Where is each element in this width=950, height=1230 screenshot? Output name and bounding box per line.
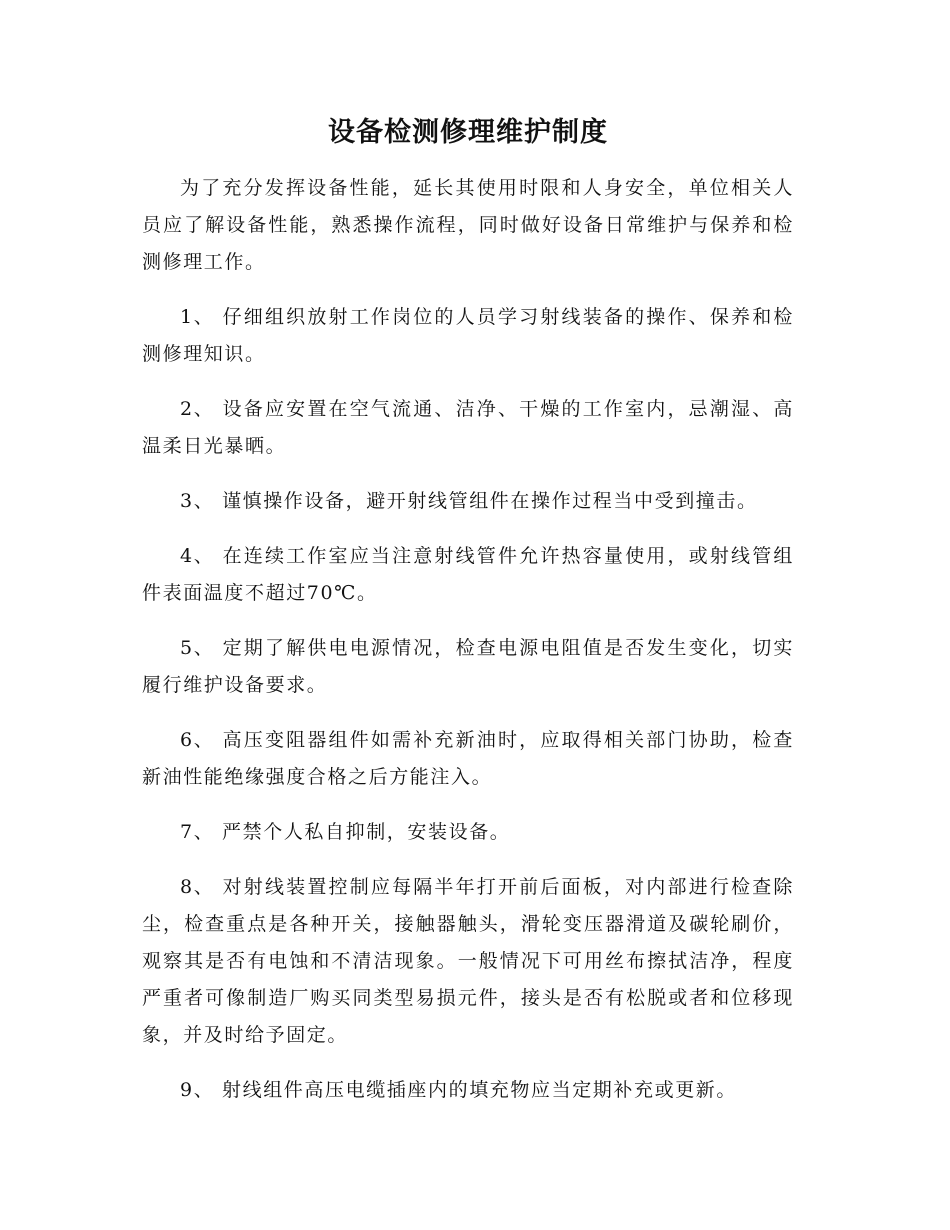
list-item xyxy=(142,299,794,373)
item-text: 射线组件高压电缆插座内的填充物应当定期补充或更新。 xyxy=(222,1079,738,1101)
item-number: 5、 xyxy=(180,637,215,659)
list-item xyxy=(142,869,794,1054)
item-text: 严禁个人私自抑制，安装设备。 xyxy=(222,821,511,843)
item-text: 设备应安置在空气流通、洁净、干燥的工作室内，忌潮湿、高温柔日光暴晒。 xyxy=(142,398,794,457)
item-number: 7、 xyxy=(180,821,215,843)
item-number: 3、 xyxy=(180,490,215,512)
list-item xyxy=(142,814,794,851)
document-body xyxy=(142,112,794,1127)
item-text: 谨慎操作设备，避开射线管组件在操作过程当中受到撞击。 xyxy=(222,490,758,512)
intro-paragraph: 为了充分发挥设备性能，延长其使用时限和人身安全，单位相关人员应了解设备性能，熟悉操作流程，同时做好设备日常维护与保养和检测修理工作。 xyxy=(142,177,794,273)
document-title: 设备检测修理维护制度 xyxy=(328,117,608,148)
item-text: 对射线装置控制应每隔半年打开前后面板，对内部进行检查除尘，检查重点是各种开关，接触器触头，滑轮变压器滑道及碳轮刷价，观察其是否有电蚀和不清洁现象。一般情况下可用丝布擦拭洁净，程度严重者可像制造厂购买同类型易损元件，接头是否有松脱或者和位移现象，并及时给予固定。 xyxy=(142,876,794,1046)
item-number: 8、 xyxy=(180,876,215,898)
list-item xyxy=(142,1072,794,1109)
list-item xyxy=(142,630,794,704)
item-number: 1、 xyxy=(180,306,215,328)
list-item xyxy=(142,722,794,796)
list-item xyxy=(142,483,794,520)
item-text: 仔细组织放射工作岗位的人员学习射线装备的操作、保养和检测修理知识。 xyxy=(142,306,794,365)
item-text: 在连续工作室应当注意射线管件允许热容量使用，或射线管组件表面温度不超过70℃。 xyxy=(142,545,794,604)
item-text: 定期了解供电电源情况，检查电源电阻值是否发生变化，切实履行维护设备要求。 xyxy=(142,637,794,696)
item-text: 高压变阻器组件如需补充新油时，应取得相关部门协助，检查新油性能绝缘强度合格之后方能注入。 xyxy=(142,729,794,788)
item-number: 2、 xyxy=(180,398,215,420)
item-number: 6、 xyxy=(180,729,215,751)
item-number: 4、 xyxy=(180,545,215,567)
list-item xyxy=(142,391,794,465)
list-item xyxy=(142,538,794,612)
item-number: 9、 xyxy=(180,1079,215,1101)
